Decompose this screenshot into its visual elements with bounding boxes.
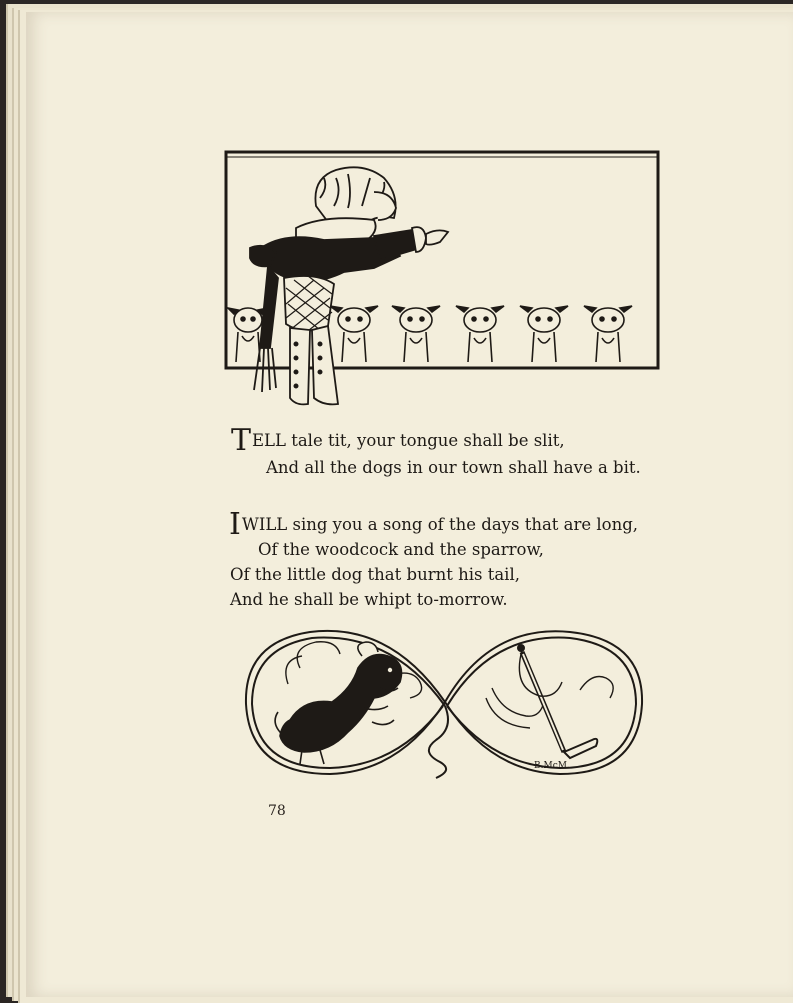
dog-figure: [520, 306, 568, 362]
illustration-child-and-dogs: [224, 148, 662, 416]
illustration-signature: B.McM.: [534, 761, 570, 771]
whip-figure: [518, 645, 597, 758]
dog-figure: [392, 306, 440, 362]
drop-cap: T: [231, 423, 252, 458]
dog-figure: [584, 306, 632, 362]
verse-line: IWILL sing you a song of the days that are long,: [229, 507, 639, 542]
verse-line: TELL tale tit, your tongue shall be slit,: [231, 423, 565, 458]
dog-figure: [275, 642, 401, 764]
page-number: 78: [268, 803, 286, 819]
illustration-dog-and-whip: [240, 628, 650, 788]
drop-cap: I: [229, 507, 241, 542]
verse-line: Of the little dog that burnt his tail,: [230, 565, 520, 584]
verse-line: And all the dogs in our town shall have a bit.: [266, 458, 641, 477]
dog-figure: [330, 306, 378, 362]
verse-line: Of the woodcock and the sparrow,: [258, 540, 544, 559]
verse-line: And he shall be whipt to-morrow.: [230, 590, 508, 609]
dog-figure: [456, 306, 504, 362]
